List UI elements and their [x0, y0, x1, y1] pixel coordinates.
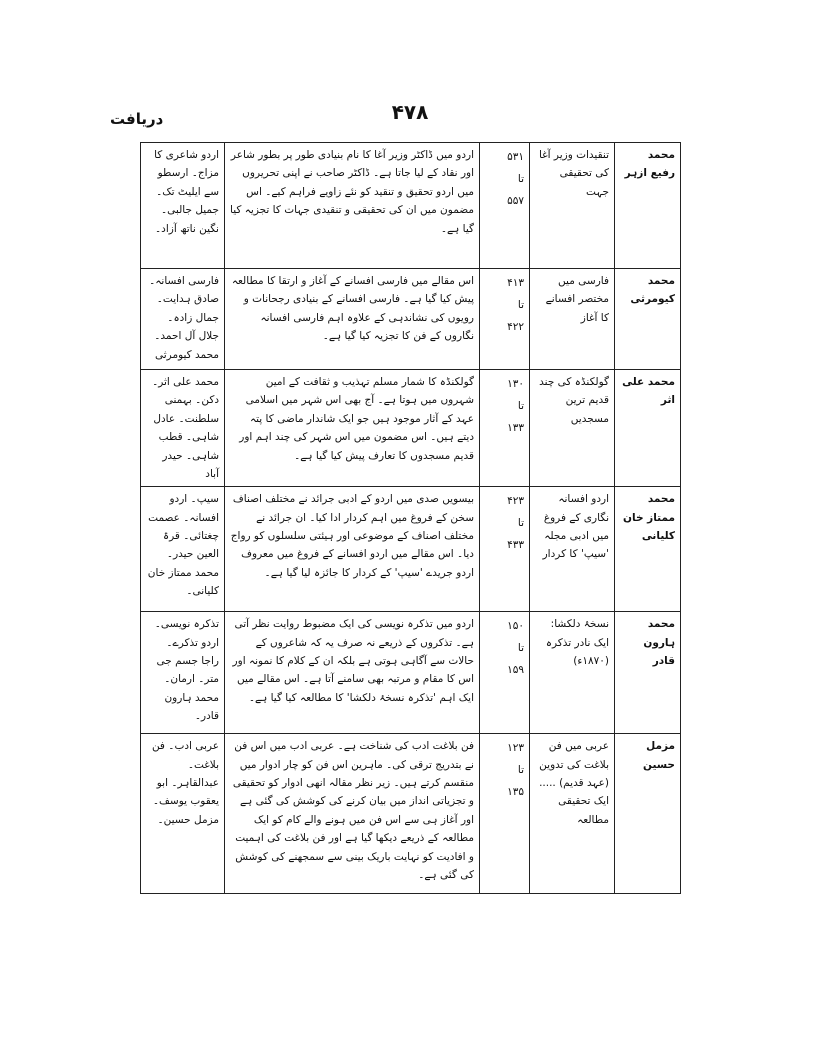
summary-cell: اس مقالے میں فارسی افسانے کے آغاز و ارتقا کا مطالعہ پیش کیا گیا ہے۔ فارسی افسانے کے بنیادی رجحانات و رویوں کی نشاندہی کے علاوہ اہم فارسی افسانہ نگاروں کے فن کا تجزیہ کیا گیا ہے۔ — [225, 269, 480, 370]
title-cell: اردو افسانہ نگاری کے فروغ میں ادبی مجلہ 'سیپ' کا کردار — [530, 487, 615, 612]
author-cell: محمد ممتاز خان کلیانی — [615, 487, 681, 612]
title-cell: تنقیدات وزیر آغا کی تحقیقی جہت — [530, 143, 615, 269]
keywords-cell: عربی ادب۔ فن بلاغت۔ عبدالقاہر۔ ابو یعقوب یوسف۔ مزمل حسین۔ — [141, 734, 225, 894]
table-row — [141, 269, 681, 370]
table-row — [141, 734, 681, 894]
page-from: ۱۳۰ — [507, 378, 524, 390]
author-cell: محمد ہارون قادر — [615, 612, 681, 734]
page-from: ۱۲۳ — [507, 742, 524, 755]
summary-cell: اردو میں تذکرہ نویسی کی ایک مضبوط روایت نظر آتی ہے۔ تذکروں کے ذریعے نہ صرف یہ کہ شاعروں کے حالات سے آگاہی ہوتی ہے بلکہ ان کے کلام کا نمونہ اور اس کا مقام و مرتبہ بھی سامنے آتا ہے۔ اس مقالے میں ایک اہم 'تذکرہ نسخۂ دلکشا' کا مطالعہ کیا گیا ہے۔ — [225, 612, 480, 734]
author-cell: محمد کیومرثی — [615, 269, 681, 370]
page-to: ۴۲۲ — [507, 321, 524, 334]
author-cell: محمد رفیع ازہر — [615, 143, 681, 269]
table-row — [141, 612, 681, 734]
keywords-cell: تذکرہ نویسی۔ اردو تذکرے۔ راجا جسم جی متر۔ ارمان۔ محمد ہارون قادر۔ — [141, 612, 225, 734]
page-range-marker: تا — [517, 517, 524, 530]
keywords-cell: اردو شاعری کا مزاج۔ ارسطو سے ایلیٹ تک۔ جمیل جالبی۔ نگین ناتھ آزاد۔ — [141, 143, 225, 269]
keywords-cell: محمد علی اثر۔ دکن۔ بہمنی سلطنت۔ عادل شاہی۔ قطب شاہی۔ حیدر آباد — [141, 370, 225, 487]
page-number: ۴۷۸ — [391, 100, 429, 124]
article-index-table — [140, 142, 681, 894]
summary-cell: فن بلاغت ادب کی شناخت ہے۔ عربی ادب میں اس فن نے بتدریج ترقی کی۔ ماہرین اس فن کو چار ادوار میں منقسم کرتے ہیں۔ زیر نظر مقالہ انھی ادوار کو تحقیقی و تجزیاتی انداز میں بیان کرنے کی کوشش کی گئی ہے اور آغاز ہی سے اس فن میں ہونے والے کام کو ایک مطالعہ کے ذریعے دیکھا گیا ہے اور فن بلاغت کی اہمیت و افادیت کو نہایت باریک بینی سے سمجھنے کی کوشش کی گئی ہے۔ — [225, 734, 480, 894]
journal-name: دریافت — [110, 110, 164, 128]
title-cell: عربی میں فن بلاغت کی تدوین (عہد قدیم) ..... ایک تحقیقی مطالعہ — [530, 734, 615, 894]
author-cell: مزمل حسین — [615, 734, 681, 894]
page-to: ۴۳۳ — [507, 539, 524, 552]
title-cell: فارسی میں مختصر افسانے کا آغاز — [530, 269, 615, 370]
page-range-marker: تا — [517, 642, 524, 655]
table-row — [141, 370, 681, 487]
table-row — [141, 143, 681, 269]
page-range-marker: تا — [517, 173, 524, 186]
page-range-marker: تا — [517, 400, 524, 413]
pages-cell — [480, 370, 530, 487]
page-range-marker: تا — [517, 764, 524, 777]
pages-cell — [480, 269, 530, 370]
summary-cell: اردو میں ڈاکٹر وزیر آغا کا نام بنیادی طور پر بطور شاعر اور نقاد کے لیا جاتا ہے۔ ڈاکٹر صاحب نے اپنی تحریروں میں اردو تحقیق و تنقید کو نئے زاویے فراہم کیے۔ اس مضمون میں ان کی تحقیقی و تنقیدی جہات کا تجزیہ کیا گیا ہے۔ — [225, 143, 480, 269]
title-cell: گولکنڈہ کی چند قدیم ترین مسجدیں — [530, 370, 615, 487]
keywords-cell: فارسی افسانہ۔ صادق ہدایت۔ جمال زادہ۔ جلال آل احمد۔ محمد کیومرثی — [141, 269, 225, 370]
summary-cell: بیسویں صدی میں اردو کے ادبی جرائد نے مختلف اصناف سخن کے فروغ میں اہم کردار ادا کیا۔ ان جرائد نے مختلف اصناف کے موضوعی اور ہیئتی سلسلوں کو رواج دیا۔ اس مقالے میں اردو افسانے کے فروغ میں معروف اردو جریدے 'سیپ' کے کردار کا جائزہ لیا گیا ہے۔ — [225, 487, 480, 612]
page-to: ۱۵۹ — [507, 664, 524, 677]
pages-cell — [480, 734, 530, 894]
page-range-marker: تا — [517, 299, 524, 312]
summary-cell: گولکنڈہ کا شمار مسلم تہذیب و ثقافت کے امین شہروں میں ہوتا ہے۔ آج بھی اس شہر میں اسلامی عہد کے آثار موجود ہیں جو ایک شاندار ماضی کا پتہ دیتے ہیں۔ اس مضمون میں اس شہر کی چند اہم اور قدیم مسجدوں کا تعارف پیش کیا گیا ہے۔ — [225, 370, 480, 487]
pages-cell — [480, 143, 530, 269]
table-row — [141, 487, 681, 612]
title-cell: نسخۂ دلکشا: ایک نادر تذکرہ (۱۸۷۰ء) — [530, 612, 615, 734]
pages-cell — [480, 612, 530, 734]
page-from: ۴۱۳ — [507, 277, 524, 289]
page-to: ۱۳۳ — [507, 422, 524, 435]
page-to: ۱۳۵ — [507, 786, 524, 799]
page-from: ۴۲۳ — [507, 495, 524, 508]
author-cell: محمد علی اثر — [615, 370, 681, 487]
page-from: ۵۳۱ — [507, 151, 524, 163]
page-from: ۱۵۰ — [507, 620, 524, 633]
keywords-cell: سیپ۔ اردو افسانہ۔ عصمت چغتائی۔ قرۃ العین حیدر۔ محمد ممتاز خان کلیانی۔ — [141, 487, 225, 612]
pages-cell — [480, 487, 530, 612]
page-to: ۵۵۷ — [507, 195, 524, 208]
